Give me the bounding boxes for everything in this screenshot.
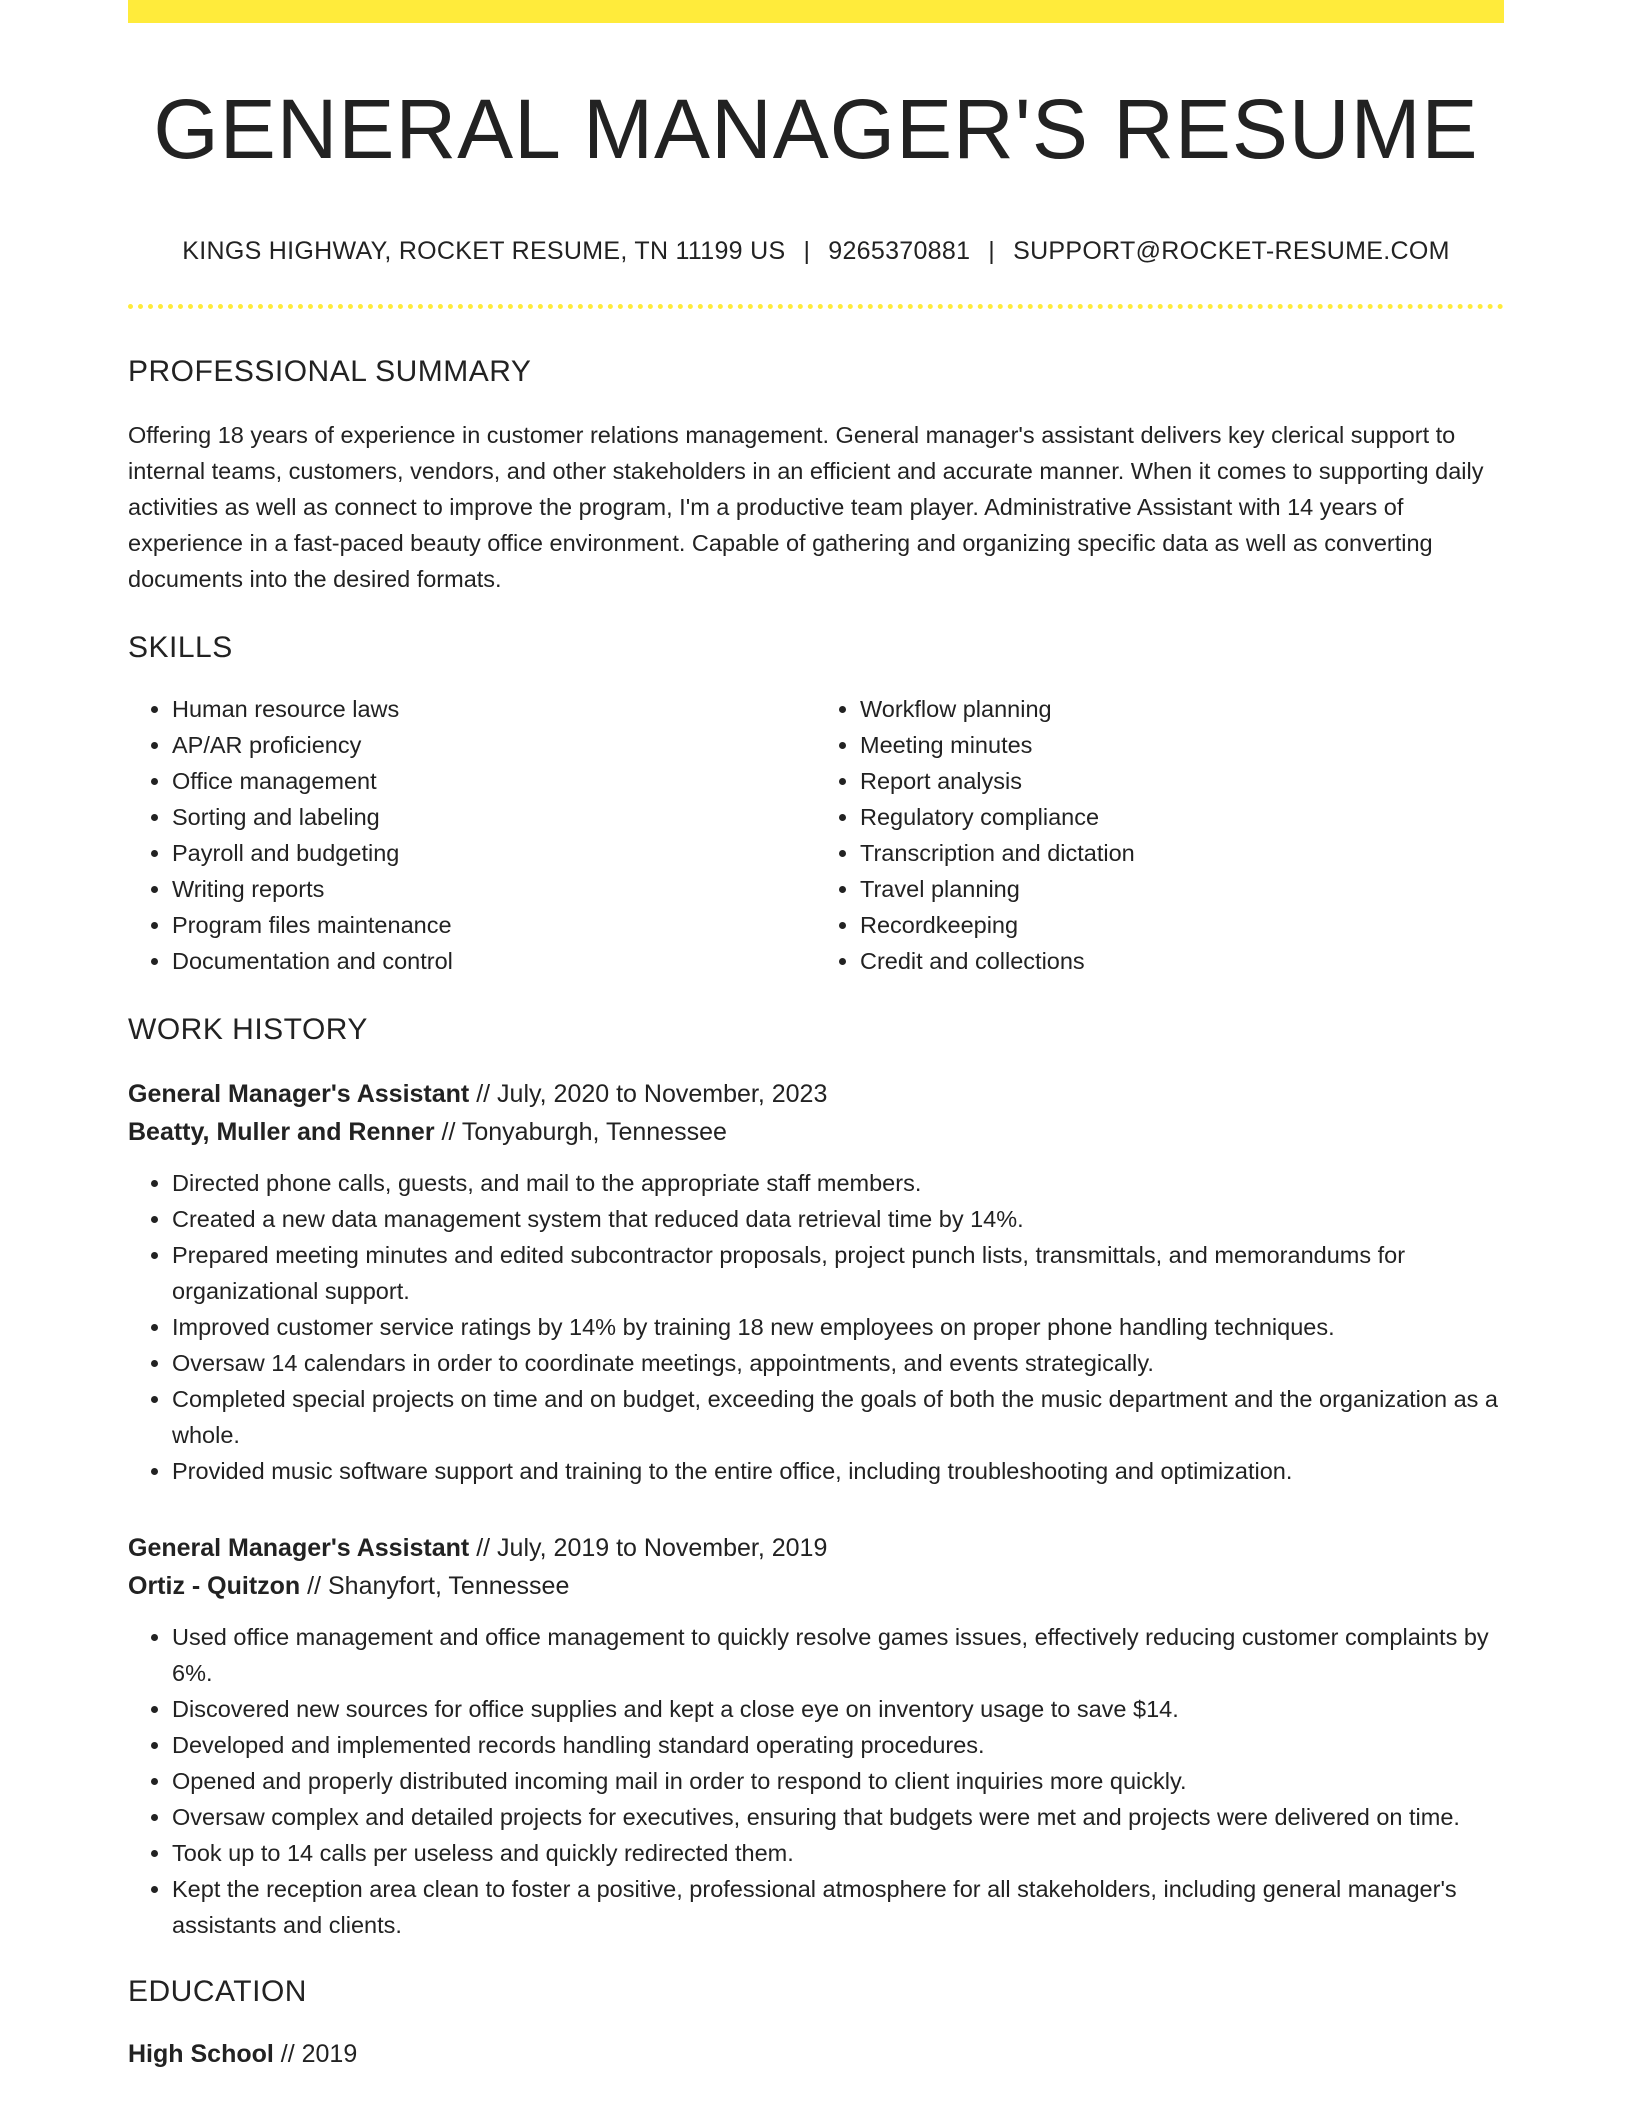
summary-section: [128, 355, 1504, 597]
skill-item: • Travel planning: [860, 871, 1504, 907]
job-bullet: • Oversaw complex and detailed projects for executives, ensuring that budgets were met and projects were delivered on time.: [172, 1799, 1504, 1835]
skill-item: • Documentation and control: [172, 943, 816, 979]
skill-item: • Meeting minutes: [860, 727, 1504, 763]
skills-heading: SKILLS: [128, 631, 233, 665]
contact-separator: |: [988, 237, 996, 266]
skills-section: [128, 631, 1504, 979]
work-history-section: [128, 1013, 1504, 1943]
job-bullets: [128, 1165, 1504, 1489]
skill-item: • Sorting and labeling: [172, 799, 816, 835]
skill-item: • Writing reports: [172, 871, 816, 907]
skill-item: • Recordkeeping: [860, 907, 1504, 943]
job-company: Ortiz - Quitzon: [128, 1572, 301, 1601]
resume-content: [128, 0, 1504, 2073]
skill-item: • Workflow planning: [860, 691, 1504, 727]
skill-item: • Report analysis: [860, 763, 1504, 799]
job-bullet: • Took up to 14 calls per useless and quickly redirected them.: [172, 1835, 1504, 1871]
education-section: [128, 1975, 1504, 2073]
job-title-line: [128, 1075, 1504, 1113]
summary-heading: PROFESSIONAL SUMMARY: [128, 355, 532, 389]
skills-columns: [128, 691, 1504, 979]
skill-item: • Regulatory compliance: [860, 799, 1504, 835]
job-company: Beatty, Muller and Renner: [128, 1118, 435, 1147]
job-role: General Manager's Assistant: [128, 1080, 470, 1109]
job-bullet: • Developed and implemented records handling standard operating procedures.: [172, 1727, 1504, 1763]
skill-item: • Program files maintenance: [172, 907, 816, 943]
job-bullet: • Oversaw 14 calendars in order to coordinate meetings, appointments, and events strategically.: [172, 1345, 1504, 1381]
job-company-line: [128, 1567, 1504, 1605]
job-bullet: • Kept the reception area clean to foster a positive, professional atmosphere for all stakeholders, including general manager's assistants and clients.: [172, 1871, 1504, 1943]
job-dates: // July, 2019 to November, 2019: [469, 1534, 828, 1563]
contact-email: SUPPORT@ROCKET-RESUME.COM: [1013, 237, 1450, 266]
job-bullet: • Opened and properly distributed incoming mail in order to respond to client inquiries more quickly.: [172, 1763, 1504, 1799]
job-bullet: • Provided music software support and training to the entire office, including troubleshooting and optimization.: [172, 1453, 1504, 1489]
education-degree: High School: [128, 2040, 274, 2069]
job-location: // Tonyaburgh, Tennessee: [434, 1118, 727, 1147]
job-entry: [128, 1075, 1504, 1489]
job-bullet: • Improved customer service ratings by 14% by training 18 new employees on proper phone handling techniques.: [172, 1309, 1504, 1345]
job-bullet: • Used office management and office management to quickly resolve games issues, effectively reducing customer complaints by 6%.: [172, 1619, 1504, 1691]
skill-item: • AP/AR proficiency: [172, 727, 816, 763]
accent-top-bar: [128, 0, 1504, 23]
education-entry: [128, 2035, 1504, 2073]
education-heading: EDUCATION: [128, 1975, 307, 2009]
contact-separator: |: [803, 237, 811, 266]
contact-line: [128, 237, 1504, 266]
job-bullet: • Discovered new sources for office supplies and kept a close eye on inventory usage to save $14.: [172, 1691, 1504, 1727]
job-role: General Manager's Assistant: [128, 1534, 470, 1563]
job-dates: // July, 2020 to November, 2023: [469, 1080, 828, 1109]
job-bullet: • Created a new data management system that reduced data retrieval time by 14%.: [172, 1201, 1504, 1237]
job-bullet: • Completed special projects on time and on budget, exceeding the goals of both the music department and the organization as a whole.: [172, 1381, 1504, 1453]
work-history-heading: WORK HISTORY: [128, 1013, 368, 1047]
job-bullets: [128, 1619, 1504, 1943]
resume-title: GENERAL MANAGER'S RESUME: [153, 82, 1479, 176]
job-bullet: • Directed phone calls, guests, and mail to the appropriate staff members.: [172, 1165, 1504, 1201]
skill-item: • Payroll and budgeting: [172, 835, 816, 871]
education-year: // 2019: [273, 2040, 358, 2069]
job-location: // Shanyfort, Tennessee: [300, 1572, 570, 1601]
job-company-line: [128, 1113, 1504, 1151]
summary-text: Offering 18 years of experience in customer relations management. General manager's assistant delivers key clerical support to internal teams, customers, vendors, and other stakeholders in an efficient and accurate manner. When it comes to supporting daily activities as well as connect to improve the program, I'm a productive team player. Administrative Assistant with 14 years of experience in a fast-paced beauty office environment. Capable of gathering and organizing specific data as well as converting documents into the desired formats.: [128, 422, 1484, 593]
contact-address: KINGS HIGHWAY, ROCKET RESUME, TN 11199 US: [182, 237, 786, 266]
skill-item: • Human resource laws: [172, 691, 816, 727]
job-bullet: • Prepared meeting minutes and edited subcontractor proposals, project punch lists, transmittals, and memorandums for organizational support.: [172, 1237, 1504, 1309]
skills-right-list: [816, 691, 1504, 979]
skill-item: • Credit and collections: [860, 943, 1504, 979]
job-entry: [128, 1529, 1504, 1943]
skill-item: • Office management: [172, 763, 816, 799]
skill-item: • Transcription and dictation: [860, 835, 1504, 871]
skills-left-list: [128, 691, 816, 979]
contact-phone: 9265370881: [828, 237, 971, 266]
dotted-divider: [128, 304, 1504, 309]
job-title-line: [128, 1529, 1504, 1567]
